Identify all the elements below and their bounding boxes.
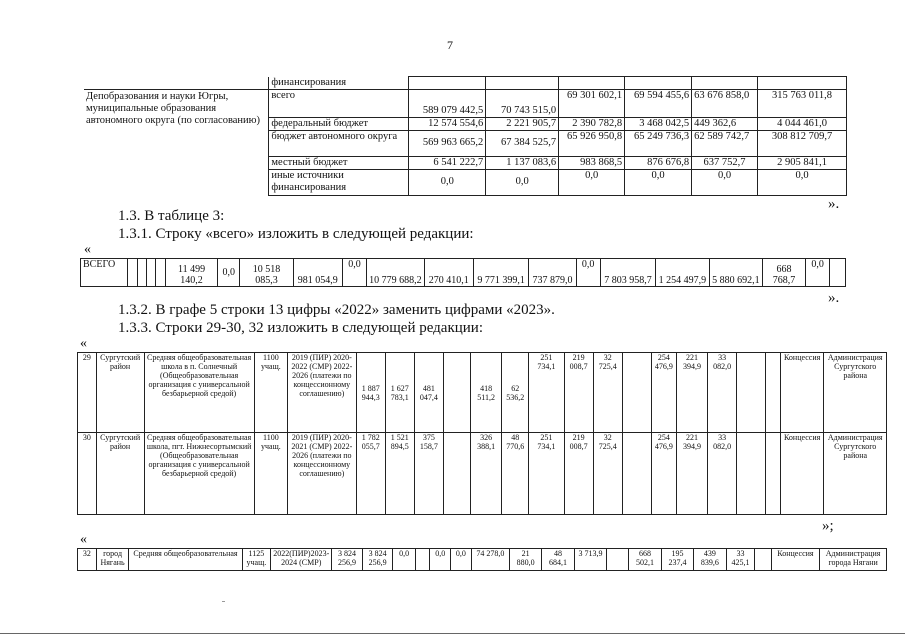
table1-cell: 308 812 709,7 <box>758 130 847 156</box>
table1-row-label: федеральный бюджет <box>269 117 409 130</box>
table1-row-label: иные источники финансирования <box>269 169 409 195</box>
table1-cell: 0,0 <box>692 169 758 195</box>
value-cell: 326 388,1 <box>471 433 502 515</box>
page-number: 7 <box>447 38 453 52</box>
value-cell: 219 008,7 <box>564 353 593 433</box>
value-cell: 32 725,4 <box>593 353 622 433</box>
total-row-table <box>80 258 846 287</box>
value-cell: 32 725,4 <box>593 433 622 515</box>
customer: Администрация Сургутского района <box>824 353 887 433</box>
district: Сургутский район <box>96 353 144 433</box>
value-cell <box>415 549 429 571</box>
table1-cell: 637 752,7 <box>692 156 758 169</box>
value-cell: 221 394,9 <box>676 433 707 515</box>
table1-cell: 0,0 <box>486 169 559 195</box>
customer: Администрация города Нягани <box>820 549 887 571</box>
object-name: Средняя общеобразовательная <box>129 549 242 571</box>
table1-cell: 2 221 905,7 <box>486 117 559 130</box>
value-cell: 481 047,4 <box>414 353 443 433</box>
value-cell: 3 713,9 <box>574 549 606 571</box>
table1-cell: 67 384 525,7 <box>486 130 559 156</box>
table1-cell: 12 574 554,6 <box>409 117 486 130</box>
total-cell: 5 880 692,1 <box>709 259 762 287</box>
value-cell <box>622 433 651 515</box>
value-cell: 375 158,7 <box>414 433 443 515</box>
closing-quote: »; <box>822 518 834 534</box>
customer: Администрация Сургутского района <box>824 433 887 515</box>
table1-cell: 569 963 665,2 <box>409 130 486 156</box>
table1-cell: 4 044 461,0 <box>758 117 847 130</box>
section-heading: 1.3.3. Строки 29-30, 32 изложить в следующей редакции: <box>118 320 484 336</box>
opening-quote: « <box>80 336 87 351</box>
total-cell: 10 518 085,3 <box>240 259 293 287</box>
table1-cell: 449 362,6 <box>692 117 758 130</box>
district: Сургутский район <box>96 433 144 515</box>
value-cell: 33 082,0 <box>708 433 737 515</box>
value-cell: 48 770,6 <box>502 433 529 515</box>
value-cell: 1 521 894,5 <box>385 433 414 515</box>
org-label: Депобразования и науки Югры, муниципальные образования автономного округа (по согласованию) <box>84 89 269 195</box>
total-label: ВСЕГО <box>81 259 128 287</box>
table1-row-label: местный бюджет <box>269 156 409 169</box>
value-cell: 74 278,0 <box>471 549 509 571</box>
table1-cell: 6 541 222,7 <box>409 156 486 169</box>
table1-cell: 65 249 736,3 <box>625 130 692 156</box>
section-heading: 1.3.2. В графе 5 строки 13 цифры «2022» заменить цифрами «2023». <box>118 302 555 318</box>
total-cell: 0,0 <box>342 259 366 287</box>
table1-cell: 65 926 950,8 <box>559 130 625 156</box>
value-cell: 62 536,2 <box>502 353 529 433</box>
total-cell: 270 410,1 <box>424 259 473 287</box>
value-cell: 251 734,1 <box>529 433 564 515</box>
row-32-table <box>77 548 887 571</box>
capacity: 1125 учащ. <box>242 549 271 571</box>
object-name: Средняя общеобразовательная школа, пгт. Нижнесортымский (Общеобразовательная организация с универсальной безбарьерной средой) <box>144 433 254 515</box>
closing-quote: ». <box>828 196 840 212</box>
value-cell: 1 782 055,7 <box>356 433 385 515</box>
table1-row-label: всего <box>269 89 409 117</box>
financing-table <box>84 76 847 196</box>
table1-cell: 2 390 782,8 <box>559 117 625 130</box>
table1-cell: 0,0 <box>409 169 486 195</box>
table1-cell: 69 594 455,6 <box>625 89 692 117</box>
value-cell: 3 824 256,9 <box>332 549 363 571</box>
value-cell <box>443 353 470 433</box>
table1-cell: 70 743 515,0 <box>486 89 559 117</box>
row-number: 32 <box>78 549 97 571</box>
table1-head-cell: финансирования <box>269 77 409 90</box>
capacity: 1100 учащ. <box>254 433 287 515</box>
value-cell: 0,0 <box>430 549 451 571</box>
value-cell: 0,0 <box>451 549 472 571</box>
period: 2019 (ПИР) 2020-2021 (СМР) 2022-2026 (платежи по концессионному соглашению) <box>288 433 357 515</box>
value-cell: 418 511,2 <box>471 353 502 433</box>
value-cell: 1 627 783,1 <box>385 353 414 433</box>
value-cell: 254 476,9 <box>651 353 676 433</box>
row-number: 30 <box>78 433 97 515</box>
table1-cell: 0,0 <box>559 169 625 195</box>
table1-cell: 69 301 602,1 <box>559 89 625 117</box>
total-cell: 9 771 399,1 <box>473 259 529 287</box>
table1-cell: 315 763 011,8 <box>758 89 847 117</box>
city: город Нягань <box>96 549 129 571</box>
total-cell: 11 499 140,2 <box>165 259 217 287</box>
table1-cell: 62 589 742,7 <box>692 130 758 156</box>
value-cell <box>622 353 651 433</box>
total-cell: 10 779 688,2 <box>367 259 425 287</box>
rows-29-30-table <box>77 352 887 515</box>
table1-cell: 63 676 858,0 <box>692 89 758 117</box>
row-number: 29 <box>78 353 97 433</box>
value-cell <box>755 549 771 571</box>
object-name: Средняя общеобразовательная школа в п. Солнечный (Общеобразовательная организация с универсальной безбарьерной средой) <box>144 353 254 433</box>
total-cell: 0,0 <box>576 259 600 287</box>
value-cell: 3 824 256,9 <box>362 549 393 571</box>
section-heading: 1.3.1. Строку «всего» изложить в следующей редакции: <box>118 226 474 242</box>
value-cell: 221 394,9 <box>676 353 707 433</box>
opening-quote: « <box>84 242 91 257</box>
value-cell: 1 887 944,3 <box>356 353 385 433</box>
table1-cell: 2 905 841,1 <box>758 156 847 169</box>
opening-quote: « <box>80 532 87 547</box>
total-cell: 7 803 958,7 <box>600 259 656 287</box>
table1-cell: 0,0 <box>625 169 692 195</box>
mechanism: Концессия <box>771 549 820 571</box>
scan-edge-line <box>0 633 905 634</box>
section-heading: 1.3. В таблице 3: <box>118 208 225 224</box>
value-cell: 21 880,0 <box>509 549 541 571</box>
period: 2022(ПИР)2023-2024 (СМР) <box>271 549 332 571</box>
table1-cell: 1 137 083,6 <box>486 156 559 169</box>
closing-quote: ». <box>828 290 840 306</box>
capacity: 1100 учащ. <box>254 353 287 433</box>
total-cell: 0,0 <box>218 259 240 287</box>
total-cell: 668 768,7 <box>763 259 806 287</box>
value-cell: 668 502,1 <box>629 549 661 571</box>
scan-mark <box>222 601 225 602</box>
mechanism: Концессия <box>780 433 824 515</box>
table1-cell: 983 868,5 <box>559 156 625 169</box>
value-cell: 195 237,4 <box>661 549 693 571</box>
total-cell: 981 054,9 <box>293 259 342 287</box>
total-cell: 1 254 497,9 <box>656 259 709 287</box>
table1-cell: 0,0 <box>758 169 847 195</box>
total-cell: 737 879,0 <box>529 259 576 287</box>
table1-row-label: бюджет автономного округа <box>269 130 409 156</box>
mechanism: Концессия <box>780 353 824 433</box>
total-cell: 0,0 <box>806 259 830 287</box>
table1-cell: 3 468 042,5 <box>625 117 692 130</box>
value-cell <box>443 433 470 515</box>
value-cell: 0,0 <box>393 549 416 571</box>
value-cell: 219 008,7 <box>564 433 593 515</box>
table1-cell: 876 676,8 <box>625 156 692 169</box>
value-cell: 48 684,1 <box>542 549 574 571</box>
period: 2019 (ПИР) 2020-2022 (СМР) 2022-2026 (платежи по концессионному соглашению) <box>288 353 357 433</box>
value-cell: 33 082,0 <box>708 353 737 433</box>
value-cell: 33 425,1 <box>726 549 755 571</box>
value-cell: 439 839,6 <box>694 549 726 571</box>
value-cell: 251 734,1 <box>529 353 564 433</box>
value-cell <box>607 549 629 571</box>
table1-cell: 589 079 442,5 <box>409 89 486 117</box>
value-cell: 254 476,9 <box>651 433 676 515</box>
